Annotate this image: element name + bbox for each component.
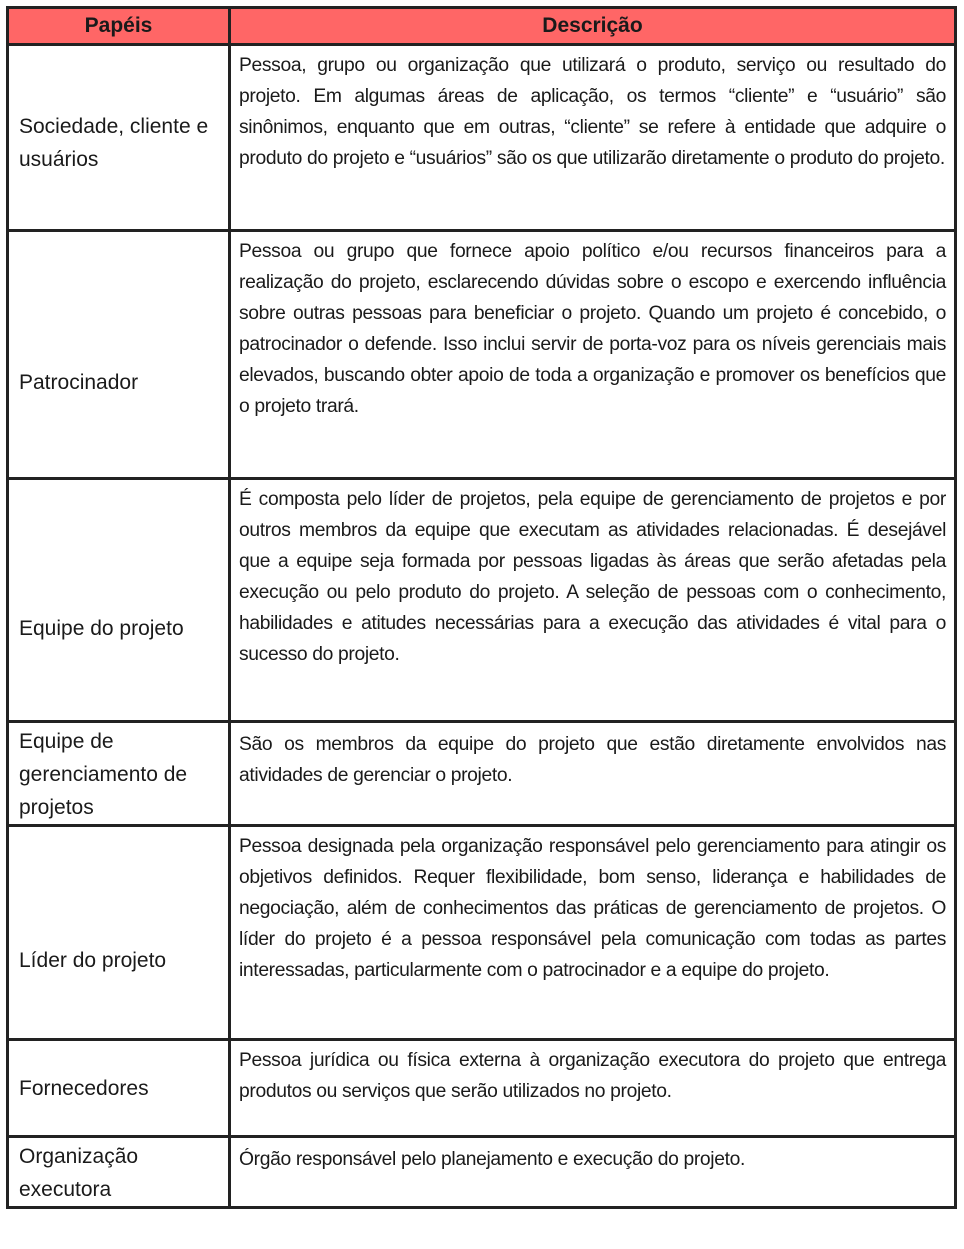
header-description: Descrição [230,8,956,45]
role-cell: Organização executora [8,1137,230,1208]
table-row [8,45,956,231]
description-cell: Pessoa designada pela organização responsável pelo gerenciamento para atingir os objetivos definidos. Requer flexibilidade, bom senso, liderança e habilidades de negociação, além de conhecimentos das práticas de gerenciamento de projetos. O líder do projeto é a pessoa responsável pela comunicação com todas as partes interessadas, particularmente com o patrocinador e a equipe do projeto. [230,826,956,1040]
description-cell: São os membros da equipe do projeto que estão diretamente envolvidos nas atividades de gerenciar o projeto. [230,722,956,826]
role-cell: Sociedade, cliente e usuários [8,45,230,231]
table-body [8,45,956,1208]
role-cell: Equipe do projeto [8,479,230,722]
description-cell: Pessoa, grupo ou organização que utilizará o produto, serviço ou resultado do projeto. Em algumas áreas de aplicação, os termos “cliente” e “usuário” são sinônimos, enquanto que em outras, “cliente” se refere à entidade que adquire o produto do projeto e “usuários” são os que utilizarão diretamente o produto do projeto. [230,45,956,231]
table-row [8,1137,956,1208]
role-cell: Patrocinador [8,231,230,479]
table-row [8,826,956,1040]
table-row [8,1040,956,1137]
description-cell: É composta pelo líder de projetos, pela equipe de gerenciamento de projetos e por outros membros da equipe que executam as atividades relacionadas. É desejável que a equipe seja formada por pessoas ligadas às áreas que serão afetadas pela execução ou pelo produto do projeto. A seleção de pessoas com o conhecimento, habilidades e atitudes necessárias para a execução das atividades é vital para o sucesso do projeto. [230,479,956,722]
roles-table [6,6,957,1209]
header-row [8,8,956,45]
table-row [8,231,956,479]
description-cell: Órgão responsável pelo planejamento e execução do projeto. [230,1137,956,1208]
description-cell: Pessoa ou grupo que fornece apoio político e/ou recursos financeiros para a realização do projeto, esclarecendo dúvidas sobre o escopo e exercendo influência sobre outras pessoas para beneficiar o projeto. Quando um projeto é concebido, o patrocinador o defende. Isso inclui servir de porta-voz para os níveis gerenciais mais elevados, buscando obter apoio de toda a organização e promover os benefícios que o projeto trará. [230,231,956,479]
role-cell: Líder do projeto [8,826,230,1040]
table-row [8,722,956,826]
header-roles: Papéis [8,8,230,45]
role-cell: Equipe de gerenciamento de projetos [8,722,230,826]
table-row [8,479,956,722]
role-cell: Fornecedores [8,1040,230,1137]
description-cell: Pessoa jurídica ou física externa à organização executora do projeto que entrega produtos ou serviços que serão utilizados no projeto. [230,1040,956,1137]
table-header [8,8,956,45]
